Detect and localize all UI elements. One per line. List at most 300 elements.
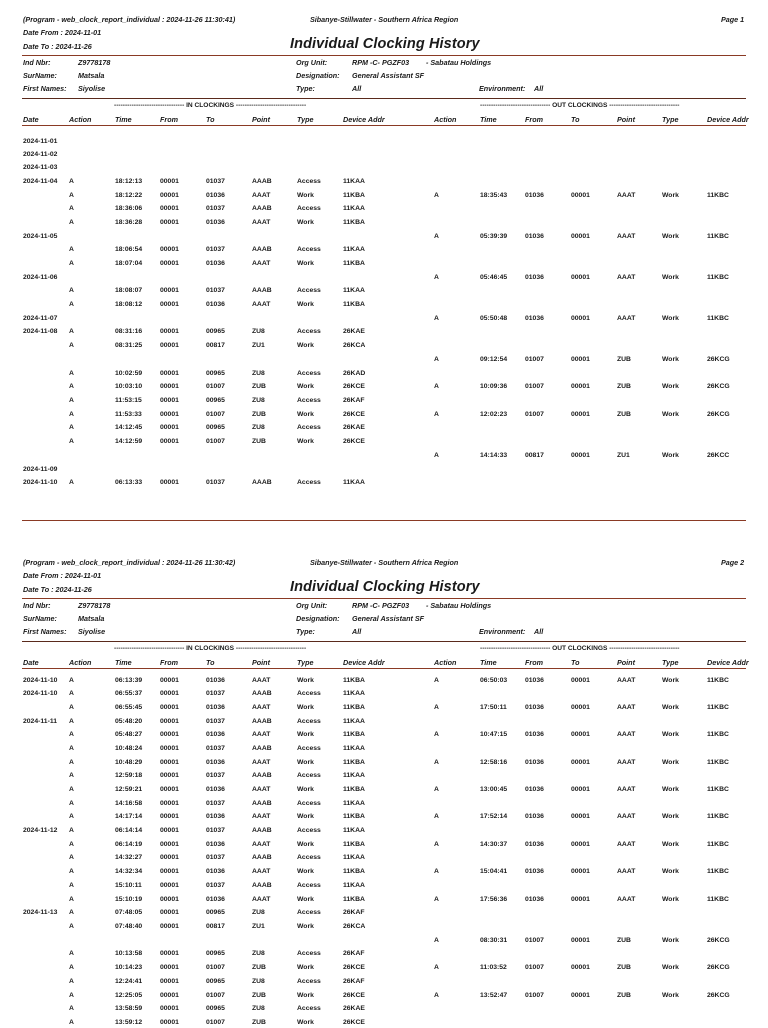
cell-out-to: 00001 (571, 383, 590, 390)
cell-to: 01036 (206, 868, 225, 875)
cell-out-time: 14:14:33 (480, 452, 508, 459)
cell-to: 00965 (206, 978, 225, 985)
cell-device-addr: 26KCE (343, 411, 365, 418)
table-row (0, 936, 768, 946)
table-row (0, 922, 768, 932)
cell-action: A (69, 950, 74, 957)
cell-out-device-addr: 11KBC (707, 786, 729, 793)
cell-device-addr: 11KBA (343, 677, 365, 684)
date-to: Date To : 2024-11-26 (23, 585, 92, 594)
cell-out-device-addr: 11KBC (707, 896, 729, 903)
cell-point: AAAT (252, 260, 271, 267)
cell-to: 01007 (206, 438, 225, 445)
cell-out-to: 00001 (571, 896, 590, 903)
cell-point: ZU8 (252, 1005, 265, 1012)
col-out-time: Time (480, 658, 497, 667)
cell-action: A (69, 868, 74, 875)
cell-out-action: A (434, 896, 439, 903)
surname-value: Matsala (78, 71, 105, 80)
cell-point: ZU8 (252, 909, 265, 916)
cell-out-from: 01007 (525, 356, 544, 363)
cell-type: Work (297, 759, 314, 766)
designation-value: General Assistant SF (352, 614, 425, 623)
cell-action: A (69, 827, 74, 834)
table-row (0, 881, 768, 891)
cell-time: 11:53:15 (115, 397, 142, 404)
cell-out-type: Work (662, 964, 679, 971)
out-clockings-header: -------------------------------- OUT CLOCKINGS -------------------------------- (480, 645, 680, 652)
cell-time: 18:08:07 (115, 287, 143, 294)
cell-action: A (69, 328, 74, 335)
col-out-type: Type (662, 658, 679, 667)
cell-out-point: ZUB (617, 964, 631, 971)
cell-out-device-addr: 11KBC (707, 677, 729, 684)
cell-out-type: Work (662, 704, 679, 711)
cell-out-to: 00001 (571, 356, 590, 363)
cell-action: A (69, 411, 74, 418)
cell-point: ZU8 (252, 424, 265, 431)
col-to: To (206, 658, 215, 667)
cell-date: 2024-11-09 (23, 466, 58, 473)
cell-out-from: 01036 (525, 315, 544, 322)
cell-to: 01037 (206, 745, 225, 752)
cell-point: ZU8 (252, 370, 265, 377)
cell-action: A (69, 896, 74, 903)
cell-point: ZUB (252, 964, 266, 971)
cell-from: 00001 (160, 827, 179, 834)
cell-from: 00001 (160, 978, 179, 985)
cell-out-time: 05:46:45 (480, 274, 508, 281)
cell-to: 01036 (206, 192, 225, 199)
col-point: Point (252, 658, 270, 667)
cell-out-point: AAAT (617, 315, 636, 322)
table-row (0, 676, 768, 686)
table-row (0, 355, 768, 365)
cell-action: A (69, 677, 74, 684)
cell-type: Access (297, 178, 321, 185)
cell-out-action: A (434, 813, 439, 820)
cell-time: 18:06:54 (115, 246, 143, 253)
environment-value: All (534, 627, 544, 636)
cell-out-action: A (434, 759, 439, 766)
cell-action: A (69, 704, 74, 711)
cell-time: 06:13:33 (115, 479, 143, 486)
cell-out-time: 12:58:16 (480, 759, 508, 766)
cell-point: AAAB (252, 690, 272, 697)
cell-out-device-addr: 26KCG (707, 992, 730, 999)
cell-action: A (69, 246, 74, 253)
cell-out-device-addr: 11KBC (707, 731, 729, 738)
org-unit-extra: - Sabatau Holdings (426, 58, 492, 67)
col-out-point: Point (617, 115, 635, 124)
cell-out-type: Work (662, 868, 679, 875)
cell-from: 00001 (160, 1019, 179, 1026)
cell-point: AAAT (252, 759, 271, 766)
cell-to: 00965 (206, 397, 225, 404)
cell-out-type: Work (662, 731, 679, 738)
cell-type: Access (297, 690, 321, 697)
cell-device-addr: 26KCE (343, 1019, 365, 1026)
cell-out-action: A (434, 992, 439, 999)
col-out-action: Action (434, 115, 457, 124)
col-from: From (160, 115, 178, 124)
cell-point: AAAT (252, 731, 271, 738)
cell-action: A (69, 260, 74, 267)
org-unit-extra: - Sabatau Holdings (426, 601, 492, 610)
cell-action: A (69, 1005, 74, 1012)
cell-date: 2024-11-06 (23, 274, 58, 281)
cell-time: 18:36:28 (115, 219, 143, 226)
cell-time: 14:12:45 (115, 424, 143, 431)
cell-action: A (69, 370, 74, 377)
cell-device-addr: 26KCA (343, 923, 366, 930)
cell-device-addr: 11KAA (343, 718, 365, 725)
cell-from: 00001 (160, 813, 179, 820)
table-row (0, 730, 768, 740)
cell-type: Work (297, 192, 314, 199)
cell-from: 00001 (160, 178, 179, 185)
cell-out-time: 13:52:47 (480, 992, 508, 999)
cell-date: 2024-11-05 (23, 233, 58, 240)
table-row (0, 812, 768, 822)
cell-type: Work (297, 964, 314, 971)
col-out-from: From (525, 658, 543, 667)
cell-from: 00001 (160, 205, 179, 212)
cell-point: ZU8 (252, 950, 265, 957)
cell-to: 01037 (206, 205, 225, 212)
cell-out-to: 00001 (571, 677, 590, 684)
col-time: Time (115, 115, 132, 124)
org-unit-value: RPM -C- PGZF03 (352, 58, 410, 67)
cell-action: A (69, 178, 74, 185)
cell-out-from: 01036 (525, 677, 544, 684)
cell-point: AAAT (252, 219, 271, 226)
cell-point: ZUB (252, 992, 266, 999)
designation-label: Designation: (296, 614, 340, 623)
cell-to: 01037 (206, 827, 225, 834)
cell-device-addr: 11KAA (343, 827, 365, 834)
first-names-value: Siyolise (78, 84, 106, 93)
cell-point: ZUB (252, 1019, 266, 1026)
cell-out-from: 01036 (525, 192, 544, 199)
cell-out-from: 01036 (525, 704, 544, 711)
cell-from: 00001 (160, 992, 179, 999)
cell-out-point: AAAT (617, 731, 636, 738)
cell-type: Work (297, 868, 314, 875)
cell-action: A (69, 342, 74, 349)
cell-out-point: ZUB (617, 992, 631, 999)
cell-time: 12:24:41 (115, 978, 143, 985)
type-value: All (352, 84, 362, 93)
program-label: (Program - web_clock_report_individual : 2024-11-26 11:30:41) (23, 15, 236, 24)
cell-time: 08:31:16 (115, 328, 143, 335)
cell-out-point: AAAT (617, 813, 636, 820)
table-row (0, 423, 768, 433)
cell-from: 00001 (160, 800, 179, 807)
cell-type: Work (297, 923, 314, 930)
table-row (0, 1004, 768, 1014)
cell-date: 2024-11-08 (23, 328, 58, 335)
cell-date: 2024-11-11 (23, 718, 58, 725)
designation-value: General Assistant SF (352, 71, 425, 80)
cell-point: AAAT (252, 192, 271, 199)
cell-out-point: ZUB (617, 411, 631, 418)
surname-label: SurName: (23, 614, 57, 623)
cell-type: Work (297, 438, 314, 445)
cell-point: ZU8 (252, 328, 265, 335)
cell-time: 06:55:37 (115, 690, 143, 697)
ind-nbr-label: Ind Nbr: (23, 601, 51, 610)
table-row (0, 963, 768, 973)
cell-time: 13:59:12 (115, 1019, 143, 1026)
cell-out-device-addr: 11KBC (707, 841, 729, 848)
cell-to: 01036 (206, 219, 225, 226)
cell-out-from: 01036 (525, 233, 544, 240)
first-names-label: First Names: (23, 84, 67, 93)
first-names-label: First Names: (23, 627, 67, 636)
cell-device-addr: 26KCE (343, 964, 365, 971)
cell-time: 12:25:05 (115, 992, 143, 999)
cell-date: 2024-11-10 (23, 479, 58, 486)
cell-action: A (69, 923, 74, 930)
cell-device-addr: 26KCE (343, 438, 365, 445)
cell-out-device-addr: 11KBC (707, 315, 729, 322)
cell-device-addr: 26KAD (343, 370, 366, 377)
surname-value: Matsala (78, 614, 105, 623)
cell-out-to: 00001 (571, 411, 590, 418)
cell-from: 00001 (160, 731, 179, 738)
cell-from: 00001 (160, 841, 179, 848)
page-footer-rule (22, 520, 746, 521)
table-row (0, 341, 768, 351)
table-row (0, 451, 768, 461)
cell-time: 06:14:19 (115, 841, 143, 848)
date-from: Date From : 2024-11-01 (23, 571, 102, 580)
cell-time: 18:12:13 (115, 178, 143, 185)
cell-action: A (69, 786, 74, 793)
cell-out-time: 17:52:14 (480, 813, 508, 820)
org-unit-label: Org Unit: (296, 58, 328, 67)
cell-to: 01007 (206, 383, 225, 390)
col-out-from: From (525, 115, 543, 124)
cell-device-addr: 11KBA (343, 813, 365, 820)
cell-point: AAAT (252, 786, 271, 793)
cell-type: Access (297, 882, 321, 889)
cell-out-point: AAAT (617, 841, 636, 848)
cell-out-from: 01036 (525, 274, 544, 281)
cell-type: Work (297, 342, 314, 349)
cell-action: A (69, 731, 74, 738)
table-row (0, 689, 768, 699)
col-date: Date (23, 658, 39, 667)
cell-time: 06:13:39 (115, 677, 143, 684)
cell-out-type: Work (662, 992, 679, 999)
table-row (0, 771, 768, 781)
cell-from: 00001 (160, 868, 179, 875)
col-type: Type (297, 115, 314, 124)
cell-out-device-addr: 11KBC (707, 233, 729, 240)
cell-out-time: 05:50:48 (480, 315, 508, 322)
cell-out-action: A (434, 356, 439, 363)
cell-type: Access (297, 978, 321, 985)
cell-out-to: 00001 (571, 704, 590, 711)
cell-out-to: 00001 (571, 813, 590, 820)
cell-point: ZU1 (252, 923, 265, 930)
cell-out-time: 15:04:41 (480, 868, 508, 875)
cell-action: A (69, 397, 74, 404)
cell-to: 01037 (206, 718, 225, 725)
cell-type: Work (297, 731, 314, 738)
cell-action: A (69, 964, 74, 971)
cell-type: Access (297, 370, 321, 377)
table-row (0, 744, 768, 754)
cell-out-action: A (434, 868, 439, 875)
cell-out-action: A (434, 452, 439, 459)
cell-out-device-addr: 26KCG (707, 964, 730, 971)
cell-out-action: A (434, 233, 439, 240)
cell-device-addr: 11KAA (343, 772, 365, 779)
surname-label: SurName: (23, 71, 57, 80)
cell-device-addr: 11KAA (343, 882, 365, 889)
cell-out-type: Work (662, 896, 679, 903)
cell-type: Work (297, 992, 314, 999)
cell-date: 2024-11-02 (23, 151, 58, 158)
table-row (0, 177, 768, 187)
divider (22, 598, 746, 599)
cell-action: A (69, 759, 74, 766)
cell-out-type: Work (662, 759, 679, 766)
cell-action: A (69, 978, 74, 985)
col-type: Type (297, 658, 314, 667)
cell-point: AAAB (252, 246, 272, 253)
col-out-device-addr: Device Addr (707, 658, 749, 667)
table-row (0, 150, 768, 160)
cell-out-time: 05:39:39 (480, 233, 508, 240)
cell-date: 2024-11-04 (23, 178, 58, 185)
col-device-addr: Device Addr (343, 115, 385, 124)
cell-to: 01036 (206, 704, 225, 711)
cell-device-addr: 26KAF (343, 397, 365, 404)
cell-type: Access (297, 827, 321, 834)
cell-out-device-addr: 26KCG (707, 937, 730, 944)
cell-out-to: 00001 (571, 452, 590, 459)
cell-point: ZUB (252, 411, 266, 418)
table-row (0, 703, 768, 713)
table-row (0, 758, 768, 768)
cell-out-type: Work (662, 192, 679, 199)
cell-action: A (69, 219, 74, 226)
col-device-addr: Device Addr (343, 658, 385, 667)
cell-date: 2024-11-12 (23, 827, 58, 834)
table-row (0, 799, 768, 809)
cell-from: 00001 (160, 882, 179, 889)
cell-out-action: A (434, 677, 439, 684)
type-label: Type: (296, 627, 315, 636)
cell-to: 01036 (206, 813, 225, 820)
cell-time: 11:53:33 (115, 411, 142, 418)
cell-from: 00001 (160, 950, 179, 957)
org-unit-label: Org Unit: (296, 601, 328, 610)
table-row (0, 327, 768, 337)
col-out-time: Time (480, 115, 497, 124)
cell-out-time: 17:50:11 (480, 704, 507, 711)
cell-to: 01036 (206, 731, 225, 738)
cell-time: 13:58:59 (115, 1005, 143, 1012)
cell-out-from: 01036 (525, 896, 544, 903)
cell-to: 00965 (206, 424, 225, 431)
col-from: From (160, 658, 178, 667)
cell-device-addr: 11KBA (343, 301, 365, 308)
col-date: Date (23, 115, 39, 124)
cell-type: Work (297, 896, 314, 903)
cell-out-time: 10:47:15 (480, 731, 508, 738)
cell-time: 14:17:14 (115, 813, 143, 820)
cell-type: Work (297, 301, 314, 308)
divider (22, 125, 746, 126)
table-row (0, 300, 768, 310)
cell-type: Access (297, 718, 321, 725)
cell-from: 00001 (160, 342, 179, 349)
col-out-device-addr: Device Addr (707, 115, 749, 124)
cell-from: 00001 (160, 479, 179, 486)
cell-type: Work (297, 411, 314, 418)
cell-action: A (69, 841, 74, 848)
cell-date: 2024-11-03 (23, 164, 58, 171)
cell-type: Access (297, 397, 321, 404)
cell-out-action: A (434, 704, 439, 711)
cell-to: 01037 (206, 882, 225, 889)
table-row (0, 204, 768, 214)
cell-from: 00001 (160, 704, 179, 711)
cell-type: Access (297, 287, 321, 294)
cell-time: 12:59:21 (115, 786, 143, 793)
cell-time: 12:59:18 (115, 772, 143, 779)
cell-out-device-addr: 11KBC (707, 868, 729, 875)
table-row (0, 785, 768, 795)
cell-out-action: A (434, 731, 439, 738)
cell-from: 00001 (160, 745, 179, 752)
environment-label: Environment: (479, 627, 526, 636)
cell-out-device-addr: 11KBC (707, 192, 729, 199)
cell-device-addr: 11KAA (343, 205, 365, 212)
cell-time: 10:14:23 (115, 964, 143, 971)
cell-action: A (69, 205, 74, 212)
cell-device-addr: 11KBA (343, 786, 365, 793)
cell-type: Access (297, 909, 321, 916)
cell-point: AAAB (252, 479, 272, 486)
col-out-action: Action (434, 658, 457, 667)
cell-out-point: ZUB (617, 383, 631, 390)
cell-out-from: 01036 (525, 759, 544, 766)
cell-point: AAAT (252, 813, 271, 820)
divider (22, 55, 746, 56)
cell-out-time: 13:00:45 (480, 786, 508, 793)
cell-date: 2024-11-01 (23, 138, 58, 145)
cell-to: 01036 (206, 896, 225, 903)
table-row (0, 314, 768, 324)
org-unit-value: RPM -C- PGZF03 (352, 601, 410, 610)
cell-from: 00001 (160, 690, 179, 697)
in-clockings-header: -------------------------------- IN CLOCKINGS -------------------------------- (114, 645, 307, 652)
col-to: To (206, 115, 215, 124)
cell-out-action: A (434, 786, 439, 793)
cell-device-addr: 26KAE (343, 328, 365, 335)
ind-nbr-value: Z9778178 (78, 601, 111, 610)
program-label: (Program - web_clock_report_individual : 2024-11-26 11:30:42) (23, 558, 236, 567)
cell-to: 01036 (206, 786, 225, 793)
cell-out-type: Work (662, 841, 679, 848)
cell-type: Access (297, 479, 321, 486)
